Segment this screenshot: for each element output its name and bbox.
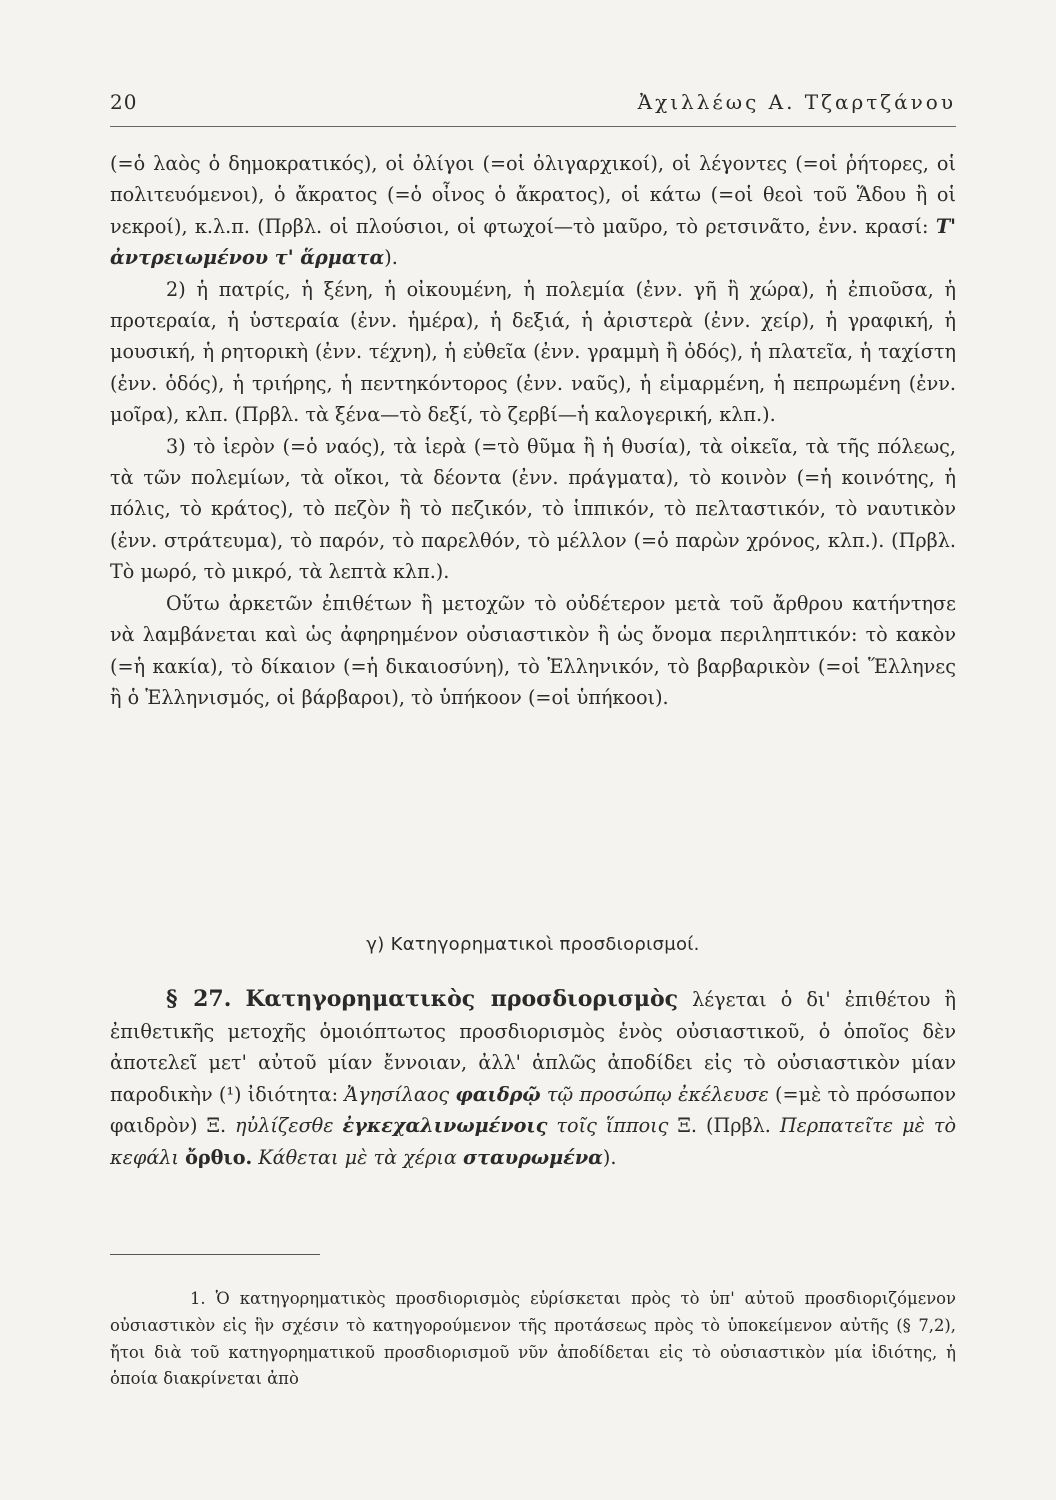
paragraph-3: 3) τὸ ἱερὸν (=ὁ ναός), τὰ ἱερὰ (=τὸ θῦμα ἢ ἡ θυσία), τὰ οἰκεῖα, τὰ τῆς πόλεως, τὰ τῶν πολεμίων, τὰ οἴκοι, τὰ δέοντα (ἐνν. πράγματα), τὸ κοινὸν (=ἡ κοινότης, ἡ πόλις, τὸ κράτος), τὸ πεζὸν ἢ τὸ πεζικόν, τὸ ἱππικόν, τὸ πελταστικόν, τὸ ναυτικὸν (ἐνν. στράτευμα), τὸ παρόν, τὸ παρελθόν, τὸ μέλλον (=ὁ παρὼν χρόνος, κλπ.). (Πρβλ. Τὸ μωρό, τὸ μικρό, τὰ λεπτὰ κλπ.). xyxy=(110,434,956,584)
bold-example: ὄρθιο. xyxy=(185,1145,253,1169)
footnote-rule xyxy=(110,1254,320,1255)
bold-example: φαιδρῷ xyxy=(455,1082,541,1106)
paragraph-continuation: (=ὁ λαὸς ὁ δημοκρατικός), οἱ ὀλίγοι (=οἱ ὀλιγαρχικοί), οἱ λέγοντες (=οἱ ῥήτορες, οἱ πολιτευόμενοι), ὁ ἄκρατος (=ὁ οἶνος ὁ ἄκρατος), οἱ κάτω (=οἱ θεοὶ τοῦ Ἅδου ἢ οἱ νεκροί), κ.λ.π. (Πρβλ. οἱ πλούσιοι, οἱ φτωχοί—τὸ μαῦρο, τὸ ρετσινᾶτο, ἐνν. κρασί: Τ' ἀντρειωμένου τ' ἅρματα). xyxy=(110,152,956,270)
bold-quote: Τ' ἀντρειωμένου τ' ἅρματα xyxy=(110,214,956,270)
bold-example: σταυρωμένα xyxy=(462,1145,603,1169)
section-27 xyxy=(110,984,956,1174)
subsection-heading: γ) Κατηγορηματικοὶ προσδιορισμοί. xyxy=(366,934,700,955)
page-header xyxy=(110,86,956,127)
bold-example: ἐγκεχαλινωμένοις xyxy=(342,1114,548,1138)
section-number: § 27. xyxy=(166,986,232,1012)
footnote-text: 1. Ὁ κατηγορηματικὸς προσδιορισμὸς εὑρίσκεται πρὸς τὸ ὑπ' αὐτοῦ προσδιοριζόμενον οὐσιαστικὸν εἰς ἣν σχέσιν τὸ κατηγορούμενον τῆς προτάσεως πρὸς τὸ ὑποκείμενον αὐτῆς (§ 7,2), ἤτοι διὰ τοῦ κατηγορηματικοῦ προσδιορισμοῦ νῦν ἀποδίδεται εἰς τὸ οὐσιαστικὸν μία ἰδιότης, ἡ ὁποία διακρίνεται ἀπὸ xyxy=(110,1289,956,1389)
section-title: Κατηγορηματικὸς προσδιορισμὸς xyxy=(245,986,679,1012)
paragraph-4: Οὕτω ἀρκετῶν ἐπιθέτων ἢ μετοχῶν τὸ οὐδέτερον μετὰ τοῦ ἄρθρου κατήντησε νὰ λαμβάνεται καὶ ὡς ἀφηρημένον οὐσιαστικὸν ἢ ὡς ὄνομα περιληπτικόν: τὸ κακὸν (=ἡ κακία), τὸ δίκαιον (=ἡ δικαιοσύνη), τὸ Ἑλληνικόν, τὸ βαρβαρικὸν (=οἱ Ἕλληνες ἢ ὁ Ἑλληνισμός, οἱ βάρβαροι), τὸ ὑπήκοον (=οἱ ὑπήκοοι). xyxy=(110,591,956,709)
body-text xyxy=(110,148,956,713)
page-number: 20 xyxy=(110,90,138,114)
paragraph-2: 2) ἡ πατρίς, ἡ ξένη, ἡ οἰκουμένη, ἡ πολεμία (ἐνν. γῆ ἢ χώρα), ἡ ἐπιοῦσα, ἡ προτεραία, ἡ ὑστεραία (ἐνν. ἡμέρα), ἡ δεξιά, ἡ ἀριστερὰ (ἐνν. χείρ), ἡ γραφική, ἡ μουσική, ἡ ρητορικὴ (ἐνν. τέχνη), ἡ εὐθεῖα (ἐνν. γραμμὴ ἢ ὁδός), ἡ πλατεῖα, ἡ ταχίστη (ἐνν. ὁδός), ἡ τριήρης, ἡ πεντηκόντορος (ἐνν. ναῦς), ἡ εἱμαρμένη, ἡ πεπρωμένη (ἐνν. μοῖρα), κλπ. (Πρβλ. τὰ ξένα—τὸ δεξί, τὸ ζερβί—ἡ καλογερική, κλπ.). xyxy=(110,277,956,427)
section-paragraph: § 27. Κατηγορηματικὸς προσδιορισμὸς λέγεται ὁ δι' ἐπιθέτου ἢ ἐπιθετικῆς μετοχῆς ὁμοιόπτωτος προσδιορισμὸς ἑνὸς οὐσιαστικοῦ, ὁ ὁποῖος δὲν ἀποτελεῖ μετ' αὐτοῦ μίαν ἔννοιαν, ἀλλ' ἁπλῶς ἀποδίδει εἰς τὸ οὐσιαστικὸν μίαν παροδικὴν (¹) ἰδιότητα: Ἀγησίλαος φαιδρῷ τῷ προσώπῳ ἐκέλευσε (=μὲ τὸ πρόσωπον φαιδρὸν) Ξ. ηὐλίζεσθε ἐγκεχαλινωμένοις τοῖς ἵπποις Ξ. (Πρβλ. Περπατεῖτε μὲ τὸ κεφάλι ὄρθιο. Κάθεται μὲ τὰ χέρια σταυρωμένα). xyxy=(110,986,957,1169)
running-head: Ἀχιλλέως Α. Τζαρτζάνου xyxy=(637,90,956,114)
footnote xyxy=(110,1286,956,1393)
